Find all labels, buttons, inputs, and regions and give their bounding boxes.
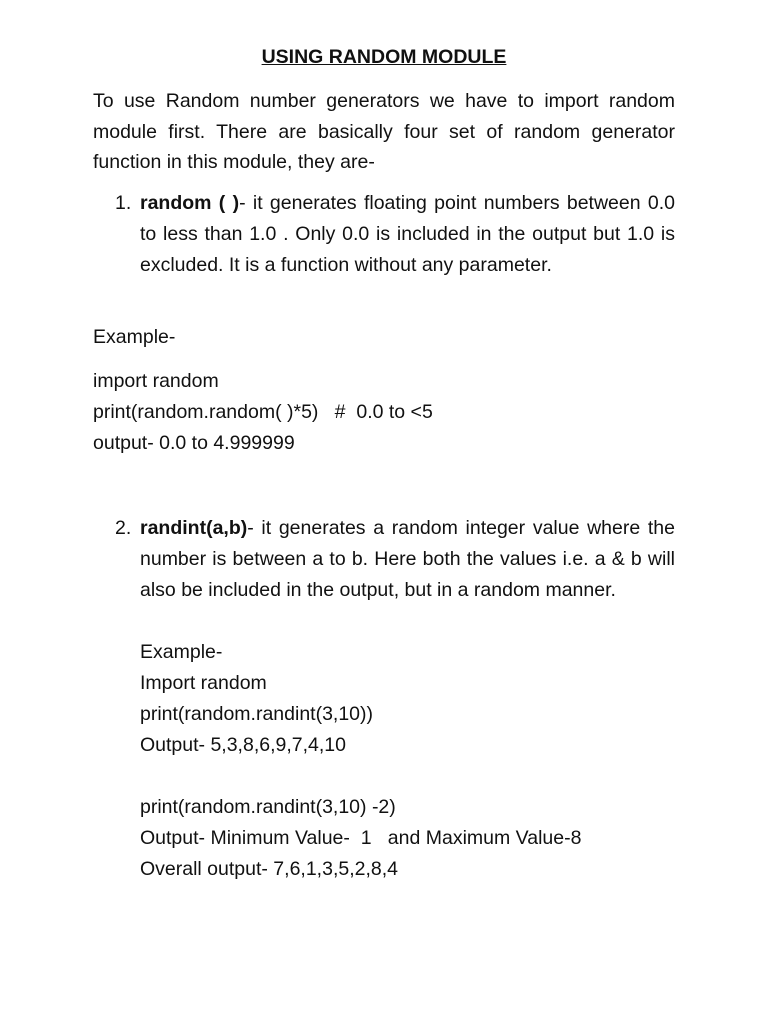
code-line: Overall output- 7,6,1,3,5,2,8,4 bbox=[140, 858, 398, 880]
code-line: Import random bbox=[140, 672, 267, 694]
list-number-2: 2. bbox=[115, 517, 132, 539]
list-item-random bbox=[140, 188, 675, 281]
example-code-2 bbox=[140, 637, 581, 885]
code-line: output- 0.0 to 4.999999 bbox=[93, 432, 295, 454]
example-label-1: Example- bbox=[93, 326, 176, 348]
description-randint: - it generates a random integer value where the number is between a to b. Here both the values i.e. a & b will also be included in the output, but in a random manner. bbox=[140, 517, 675, 601]
description-random: - it generates floating point numbers between 0.0 to less than 1.0 . Only 0.0 is included in the output but 1.0 is excluded. It is a function without any parameter. bbox=[140, 192, 675, 276]
code-line: print(random.randint(3,10)) bbox=[140, 703, 374, 725]
code-line: Example- bbox=[140, 641, 223, 663]
example-code-1 bbox=[93, 366, 433, 459]
code-line bbox=[140, 761, 581, 792]
code-line: Output- Minimum Value- 1 and Maximum Value-8 bbox=[140, 827, 582, 849]
term-randint: randint(a,b) bbox=[140, 517, 248, 539]
code-line: print(random.random( )*5) # 0.0 to <5 bbox=[93, 401, 433, 423]
intro-paragraph: To use Random number generators we have to import random module first. There are basically four set of random generator function in this module, they are- bbox=[93, 90, 675, 173]
code-line: Output- 5,3,8,6,9,7,4,10 bbox=[140, 734, 346, 756]
term-random: random ( ) bbox=[140, 192, 240, 214]
code-line: print(random.randint(3,10) -2) bbox=[140, 796, 396, 818]
list-item-randint bbox=[140, 513, 675, 606]
list-number-1: 1. bbox=[115, 192, 132, 214]
code-line: import random bbox=[93, 370, 219, 392]
page-title: USING RANDOM MODULE bbox=[261, 46, 507, 68]
